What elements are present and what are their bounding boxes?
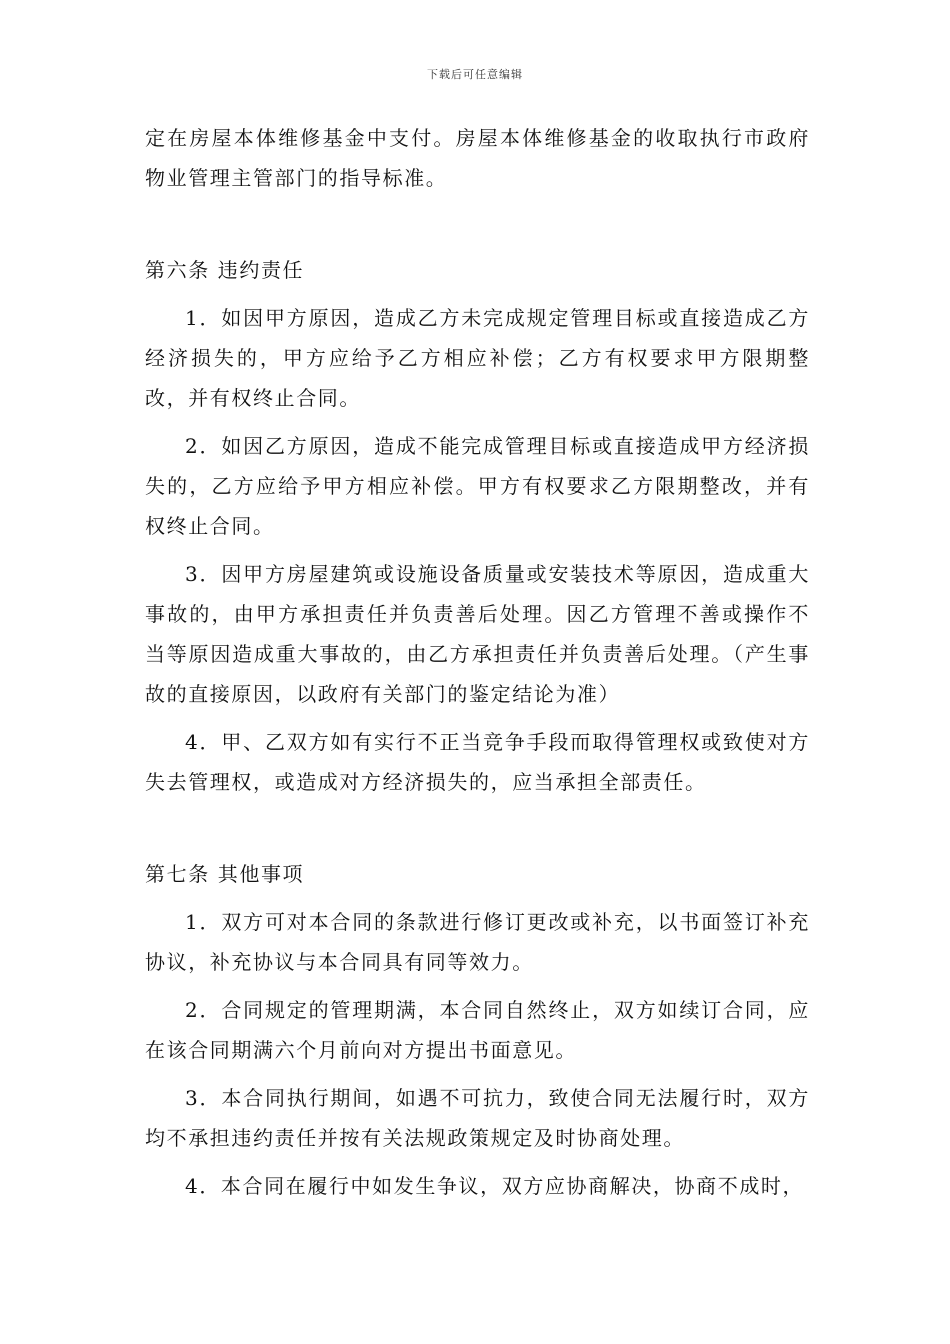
section-6-item-3: 3．因甲方房屋建筑或设施设备质量或安装技术等原因，造成重大事故的，由甲方承担责任并负责善后处理。因乙方管理不善或操作不当等原因造成重大事故的，由乙方承担责任并负责善后处理。（产生事故的直接原因，以政府有关部门的鉴定结论为准） — [145, 562, 810, 706]
section-7-title: 第七条 其他事项 — [145, 862, 305, 886]
section-6-item-2: 2．如因乙方原因，造成不能完成管理目标或直接造成甲方经济损失的，乙方应给予甲方相应补偿。甲方有权要求乙方限期整改，并有权终止合同。 — [145, 434, 810, 538]
section-6-item-1: 1．如因甲方原因，造成乙方未完成规定管理目标或直接造成乙方经济损失的，甲方应给予乙方相应补偿；乙方有权要求甲方限期整改，并有权终止合同。 — [145, 306, 810, 410]
section-7-item-3: 3．本合同执行期间，如遇不可抗力，致使合同无法履行时，双方均不承担违约责任并按有关法规政策规定及时协商处理。 — [145, 1086, 810, 1150]
section-7-item-2: 2．合同规定的管理期满，本合同自然终止，双方如续订合同，应在该合同期满六个月前向对方提出书面意见。 — [145, 998, 810, 1062]
page-header-note: 下载后可任意编辑 — [427, 68, 523, 81]
section-6-item-4: 4．甲、乙双方如有实行不正当竞争手段而取得管理权或致使对方失去管理权，或造成对方经济损失的，应当承担全部责任。 — [145, 730, 810, 794]
document-body — [145, 118, 810, 1214]
section-7-item-4: 4．本合同在履行中如发生争议，双方应协商解决，协商不成时， — [185, 1174, 805, 1198]
section-6-title: 第六条 违约责任 — [145, 258, 305, 282]
section-7-item-1: 1．双方可对本合同的条款进行修订更改或补充，以书面签订补充协议，补充协议与本合同具有同等效力。 — [145, 910, 810, 974]
intro-paragraph: 定在房屋本体维修基金中支付。房屋本体维修基金的收取执行市政府物业管理主管部门的指导标准。 — [145, 126, 810, 190]
